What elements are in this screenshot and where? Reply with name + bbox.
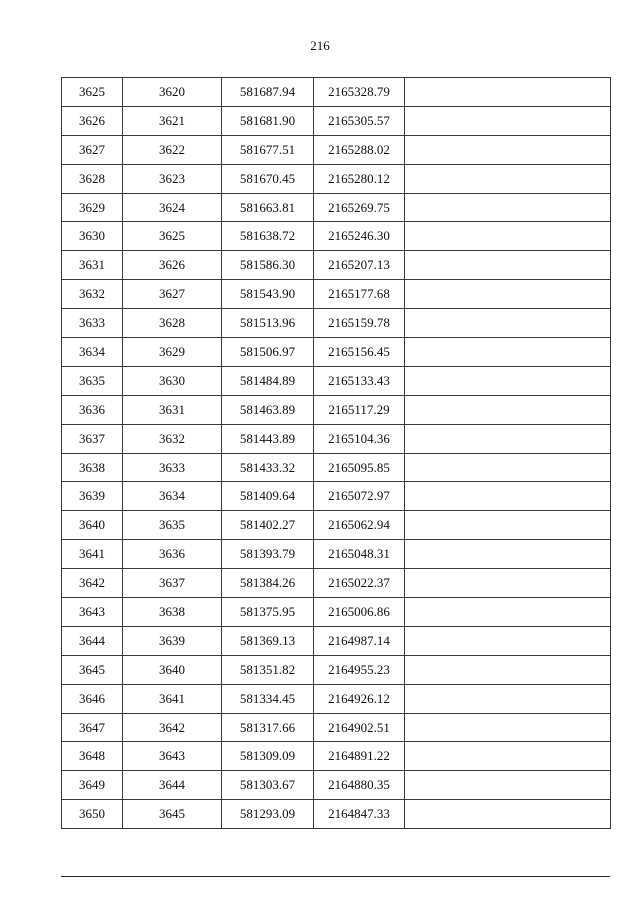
table-cell: 581375.95 <box>222 598 314 627</box>
footer-divider <box>61 876 610 877</box>
table-cell: 3636 <box>62 395 123 424</box>
table-cell: 581513.96 <box>222 309 314 338</box>
table-cell: 3643 <box>62 598 123 627</box>
table-row <box>62 366 611 395</box>
table-cell: 3632 <box>62 280 123 309</box>
table-cell: 2165246.30 <box>314 222 405 251</box>
table-row <box>62 106 611 135</box>
table-cell: 3626 <box>62 106 123 135</box>
table-cell: 3630 <box>123 366 222 395</box>
table-row <box>62 713 611 742</box>
table-row <box>62 309 611 338</box>
table-cell: 3627 <box>62 135 123 164</box>
table-cell: 3628 <box>123 309 222 338</box>
table-cell: 3644 <box>123 771 222 800</box>
table-cell: 3632 <box>123 424 222 453</box>
table-cell: 2164926.12 <box>314 684 405 713</box>
table-cell: 2164880.35 <box>314 771 405 800</box>
table-row <box>62 771 611 800</box>
table-cell <box>405 540 611 569</box>
table-cell <box>405 78 611 107</box>
table-cell <box>405 309 611 338</box>
table-cell: 581433.32 <box>222 453 314 482</box>
table-cell: 581293.09 <box>222 800 314 829</box>
table-cell: 581351.82 <box>222 655 314 684</box>
table-row <box>62 453 611 482</box>
table-row <box>62 222 611 251</box>
table-cell: 2165159.78 <box>314 309 405 338</box>
table-cell <box>405 135 611 164</box>
table-cell: 3631 <box>123 395 222 424</box>
table-cell: 3647 <box>62 713 123 742</box>
table-row <box>62 626 611 655</box>
table-cell: 581369.13 <box>222 626 314 655</box>
table-row <box>62 280 611 309</box>
table-cell <box>405 395 611 424</box>
table-cell: 3650 <box>62 800 123 829</box>
table-cell: 3622 <box>123 135 222 164</box>
table-cell: 3631 <box>62 251 123 280</box>
table-cell: 581543.90 <box>222 280 314 309</box>
table-row <box>62 742 611 771</box>
table-cell <box>405 251 611 280</box>
table-cell: 2164987.14 <box>314 626 405 655</box>
table-cell: 581317.66 <box>222 713 314 742</box>
table-cell: 3648 <box>62 742 123 771</box>
table-cell: 2165095.85 <box>314 453 405 482</box>
table-cell: 3623 <box>123 164 222 193</box>
table-cell <box>405 338 611 367</box>
table-cell <box>405 655 611 684</box>
table-cell: 2165072.97 <box>314 482 405 511</box>
table-cell: 2165062.94 <box>314 511 405 540</box>
table-cell: 3639 <box>62 482 123 511</box>
table-cell: 581334.45 <box>222 684 314 713</box>
table-cell: 3634 <box>123 482 222 511</box>
table-cell: 3641 <box>62 540 123 569</box>
table-row <box>62 251 611 280</box>
table-cell: 3635 <box>123 511 222 540</box>
table-cell: 581638.72 <box>222 222 314 251</box>
table-cell: 3624 <box>123 193 222 222</box>
table-cell: 581670.45 <box>222 164 314 193</box>
table-cell: 2164847.33 <box>314 800 405 829</box>
table-cell: 581402.27 <box>222 511 314 540</box>
table-cell <box>405 222 611 251</box>
table-row <box>62 78 611 107</box>
table-row <box>62 655 611 684</box>
table-row <box>62 800 611 829</box>
table-cell: 581506.97 <box>222 338 314 367</box>
table-cell: 581443.89 <box>222 424 314 453</box>
table-cell: 3628 <box>62 164 123 193</box>
table-cell: 3625 <box>62 78 123 107</box>
table-cell: 581393.79 <box>222 540 314 569</box>
table-row <box>62 482 611 511</box>
table-cell: 3640 <box>62 511 123 540</box>
table-cell: 581687.94 <box>222 78 314 107</box>
table-cell: 581663.81 <box>222 193 314 222</box>
table-cell <box>405 424 611 453</box>
table-cell <box>405 164 611 193</box>
table-cell <box>405 453 611 482</box>
table-row <box>62 569 611 598</box>
table-row <box>62 193 611 222</box>
table-cell <box>405 713 611 742</box>
table-cell: 3646 <box>62 684 123 713</box>
table-row <box>62 135 611 164</box>
table-cell <box>405 366 611 395</box>
table-cell: 3620 <box>123 78 222 107</box>
table-row <box>62 164 611 193</box>
table-row <box>62 540 611 569</box>
table-cell <box>405 511 611 540</box>
table-cell: 3642 <box>123 713 222 742</box>
table-cell: 2165305.57 <box>314 106 405 135</box>
table-cell: 2165156.45 <box>314 338 405 367</box>
page-number: 216 <box>310 38 330 53</box>
table-cell: 3645 <box>62 655 123 684</box>
table-cell: 3629 <box>62 193 123 222</box>
table-cell <box>405 684 611 713</box>
table-cell: 581409.64 <box>222 482 314 511</box>
table-cell: 3633 <box>62 309 123 338</box>
table-cell: 3637 <box>62 424 123 453</box>
table-cell: 3641 <box>123 684 222 713</box>
table-cell: 2165288.02 <box>314 135 405 164</box>
table-row <box>62 511 611 540</box>
table-cell: 3645 <box>123 800 222 829</box>
table-body <box>62 78 611 829</box>
table-cell: 2165280.12 <box>314 164 405 193</box>
table-cell: 3625 <box>123 222 222 251</box>
table-row <box>62 424 611 453</box>
table-cell: 581463.89 <box>222 395 314 424</box>
table-cell: 3638 <box>62 453 123 482</box>
table-cell: 2165117.29 <box>314 395 405 424</box>
table-cell: 3629 <box>123 338 222 367</box>
table-cell: 3642 <box>62 569 123 598</box>
table-cell: 3637 <box>123 569 222 598</box>
table-cell: 581586.30 <box>222 251 314 280</box>
table-cell: 2164955.23 <box>314 655 405 684</box>
table-cell: 3621 <box>123 106 222 135</box>
table-cell: 3639 <box>123 626 222 655</box>
table-row <box>62 598 611 627</box>
table-cell <box>405 800 611 829</box>
table-cell: 2165328.79 <box>314 78 405 107</box>
table-cell: 2165133.43 <box>314 366 405 395</box>
table-cell <box>405 280 611 309</box>
table-cell <box>405 482 611 511</box>
table-cell: 3630 <box>62 222 123 251</box>
table-cell: 3634 <box>62 338 123 367</box>
table-cell: 3633 <box>123 453 222 482</box>
table-cell <box>405 598 611 627</box>
table-row <box>62 338 611 367</box>
table-cell: 3635 <box>62 366 123 395</box>
table-cell: 3649 <box>62 771 123 800</box>
table-cell: 2165048.31 <box>314 540 405 569</box>
table-cell: 3627 <box>123 280 222 309</box>
table-cell: 581384.26 <box>222 569 314 598</box>
table-row <box>62 395 611 424</box>
table-cell <box>405 771 611 800</box>
table-cell: 3644 <box>62 626 123 655</box>
table-cell: 2165022.37 <box>314 569 405 598</box>
table-row <box>62 684 611 713</box>
table-cell: 3640 <box>123 655 222 684</box>
table-cell <box>405 193 611 222</box>
table-cell <box>405 106 611 135</box>
table-cell: 3638 <box>123 598 222 627</box>
table-cell: 2165177.68 <box>314 280 405 309</box>
table-cell: 581677.51 <box>222 135 314 164</box>
table-cell: 2164891.22 <box>314 742 405 771</box>
table-cell: 2165006.86 <box>314 598 405 627</box>
table-cell: 2165104.36 <box>314 424 405 453</box>
table-cell: 3626 <box>123 251 222 280</box>
table-cell: 3636 <box>123 540 222 569</box>
table-cell: 581484.89 <box>222 366 314 395</box>
table-cell: 581309.09 <box>222 742 314 771</box>
coordinate-table <box>61 77 611 829</box>
table-cell <box>405 742 611 771</box>
table-cell: 3643 <box>123 742 222 771</box>
table-cell <box>405 626 611 655</box>
table-cell: 581303.67 <box>222 771 314 800</box>
table-cell: 2164902.51 <box>314 713 405 742</box>
table-cell <box>405 569 611 598</box>
table-cell: 2165269.75 <box>314 193 405 222</box>
table-cell: 581681.90 <box>222 106 314 135</box>
table-cell: 2165207.13 <box>314 251 405 280</box>
